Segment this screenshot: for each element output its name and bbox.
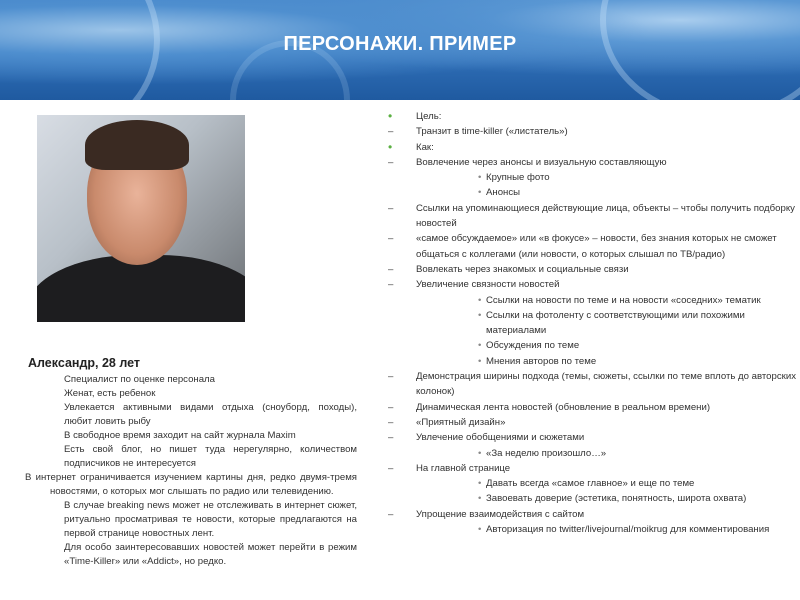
goal-text: Увеличение связности новостей: [416, 279, 560, 291]
goal-text: Давать всегда «самое главное» и еще по теме: [486, 478, 695, 490]
dash-bullet-icon: –: [388, 233, 394, 245]
slide-title: ПЕРСОНАЖИ. ПРИМЕР: [283, 33, 517, 55]
goal-text: Транзит в time-killer («листатель»): [416, 126, 568, 138]
goal-item: [388, 522, 798, 537]
dash-bullet-icon: –: [388, 263, 394, 275]
goal-text: Как:: [416, 141, 434, 153]
header-banner: [0, 0, 800, 100]
dash-bullet-icon: –: [388, 508, 394, 520]
goal-text: «Приятный дизайн»: [416, 416, 506, 428]
bullet-icon: •: [478, 187, 482, 199]
goal-text: Завоевать доверие (эстетика, понятность, широта охвата): [486, 493, 747, 505]
bullet-icon: •: [478, 478, 482, 490]
goal-text: Крупные фото: [486, 172, 550, 184]
persona-internet-habit: В интернет ограничивается изучением картины дня, редко двумя-тремя новостями, о которых мог слышать по радио или телевидению.: [25, 472, 357, 497]
goal-text: Динамическая лента новостей (обновление в реальном времени): [416, 401, 711, 413]
persona-item: В случае breaking news может не отслеживать в интернет сюжет, ритуально просматривая те новости, которые предлагаются на первой странице новостных лент.: [64, 500, 357, 539]
bullet-icon: •: [388, 139, 393, 154]
dash-bullet-icon: –: [388, 202, 394, 214]
goal-item: [388, 140, 798, 155]
goal-text: Упрощение взаимодействия с сайтом: [416, 508, 585, 520]
persona-item: В свободное время заходит на сайт журнала Maxim: [64, 430, 296, 441]
goal-text: Ссылки на фотоленту с соответствующими или похожими материалами: [486, 309, 745, 337]
goal-item: [388, 415, 798, 430]
bullet-icon: •: [478, 309, 482, 321]
bullet-icon: •: [478, 355, 482, 367]
goal-item: [388, 476, 798, 491]
dash-bullet-icon: –: [388, 401, 394, 413]
dash-bullet-icon: –: [388, 432, 394, 444]
goal-item: [388, 185, 798, 200]
bullet-icon: •: [478, 294, 482, 306]
bullet-icon: •: [478, 524, 482, 536]
goal-item: [388, 491, 798, 506]
persona-item: Для особо заинтересовавших новостей может перейти в режим «Time-Killer» или «Addict», но редко.: [64, 542, 357, 567]
dash-bullet-icon: –: [388, 371, 394, 383]
bullet-icon: •: [478, 172, 482, 184]
bullet-icon: •: [478, 340, 482, 352]
goal-text: Цель:: [416, 111, 442, 122]
persona-name: Александр, 28 лет: [28, 356, 141, 370]
goal-item: [388, 461, 798, 476]
goal-text: Демонстрация ширины подхода (темы, сюжеты, ссылки по теме вплоть до авторских колонок): [416, 371, 796, 398]
persona-item: Специалист по оценке персонала: [64, 374, 215, 385]
goal-item: [388, 201, 798, 232]
persona-item: Увлекается активными видами отдыха (сноуборд, походы), любит ловить рыбу: [64, 402, 357, 427]
goal-item: [388, 369, 798, 400]
goal-text: Мнения авторов по теме: [486, 355, 597, 367]
goal-text: Ссылки на упоминающиеся действующие лица, объекты – чтобы получить подборку новостей: [416, 202, 795, 230]
dash-bullet-icon: –: [388, 416, 394, 428]
goal-item: [388, 293, 798, 308]
goal-text: «За неделю произошло…»: [486, 447, 607, 459]
goal-item: [388, 155, 798, 170]
goal-item: [388, 231, 798, 262]
bullet-icon: •: [478, 447, 482, 459]
goal-item: [388, 170, 798, 185]
goal-text: Вовлечение через анонсы и визуальную составляющую: [416, 156, 667, 168]
goal-item: [388, 124, 798, 139]
goal-item: [388, 400, 798, 415]
bullet-icon: •: [388, 109, 393, 123]
persona-photo: [37, 115, 245, 322]
goal-item: [388, 446, 798, 461]
goal-item: [388, 308, 798, 339]
goal-item: [388, 262, 798, 277]
goal-item: [388, 507, 798, 522]
dash-bullet-icon: –: [388, 126, 394, 138]
goal-text: Вовлекать через знакомых и социальные связи: [416, 263, 629, 275]
dash-bullet-icon: –: [388, 462, 394, 474]
dash-bullet-icon: –: [388, 279, 394, 291]
goal-text: Обсуждения по теме: [486, 340, 580, 352]
goal-item: [388, 109, 798, 124]
goals-list: [388, 109, 798, 537]
dash-bullet-icon: –: [388, 156, 394, 168]
persona-item: Женат, есть ребенок: [64, 388, 156, 399]
persona-item: Есть свой блог, но пишет туда нерегулярно, количеством подписчиков не интересуется: [64, 444, 357, 469]
goal-item: [388, 277, 798, 292]
goal-text: На главной странице: [416, 462, 511, 474]
goal-text: Анонсы: [486, 187, 521, 199]
goal-text: Ссылки на новости по теме и на новости «соседних» тематик: [486, 294, 761, 306]
goal-text: Увлечение обобщениями и сюжетами: [416, 432, 585, 444]
goal-text: «самое обсуждаемое» или «в фокусе» – новости, без знания которых не сможет общаться с коллегами (или новости, о которых слышал по ТВ/радио): [416, 233, 777, 260]
persona-description: [25, 356, 357, 569]
goal-item: [388, 430, 798, 445]
goal-text: Авторизация по twitter/livejournal/moikrug для комментирования: [486, 524, 770, 536]
goal-item: [388, 338, 798, 353]
goal-item: [388, 354, 798, 369]
bullet-icon: •: [478, 493, 482, 505]
